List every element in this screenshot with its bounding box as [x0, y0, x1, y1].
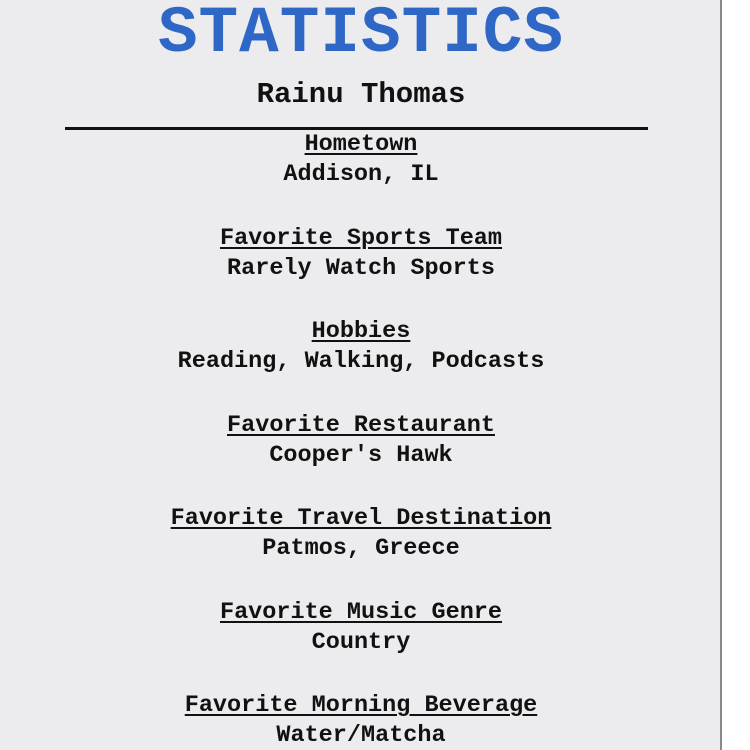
stat-value: Cooper's Hawk: [269, 441, 453, 469]
stat-label: Hobbies: [311, 318, 411, 345]
stat-label: Favorite Travel Destination: [170, 505, 552, 532]
stat-value: Addison, IL: [283, 161, 439, 188]
page-title: STATISTICS: [157, 0, 565, 71]
stats-list: [0, 131, 722, 750]
stat-favorite-sports-team: [0, 225, 722, 319]
stat-value: Reading, Walking, Podcasts: [177, 348, 545, 375]
stat-hometown: [0, 131, 722, 225]
stat-label: Hometown: [304, 131, 418, 158]
person-name: Rainu Thomas: [256, 78, 466, 111]
stat-label: Favorite Music Genre: [219, 598, 503, 626]
stat-favorite-morning-beverage: [0, 692, 722, 750]
divider-line: [65, 127, 648, 130]
stat-label: Favorite Restaurant: [227, 411, 495, 439]
stat-value: Patmos, Greece: [262, 535, 460, 562]
stat-value: Rarely Watch Sports: [227, 254, 495, 282]
stat-hobbies: [0, 318, 722, 412]
stat-value: Country: [311, 628, 411, 656]
stat-label: Favorite Sports Team: [219, 224, 503, 252]
stat-label: Favorite Morning Beverage: [184, 692, 538, 719]
stat-favorite-restaurant: [0, 412, 722, 506]
stat-favorite-music-genre: [0, 599, 722, 693]
stat-value: Water/Matcha: [276, 722, 446, 749]
stat-favorite-travel-destination: [0, 505, 722, 599]
